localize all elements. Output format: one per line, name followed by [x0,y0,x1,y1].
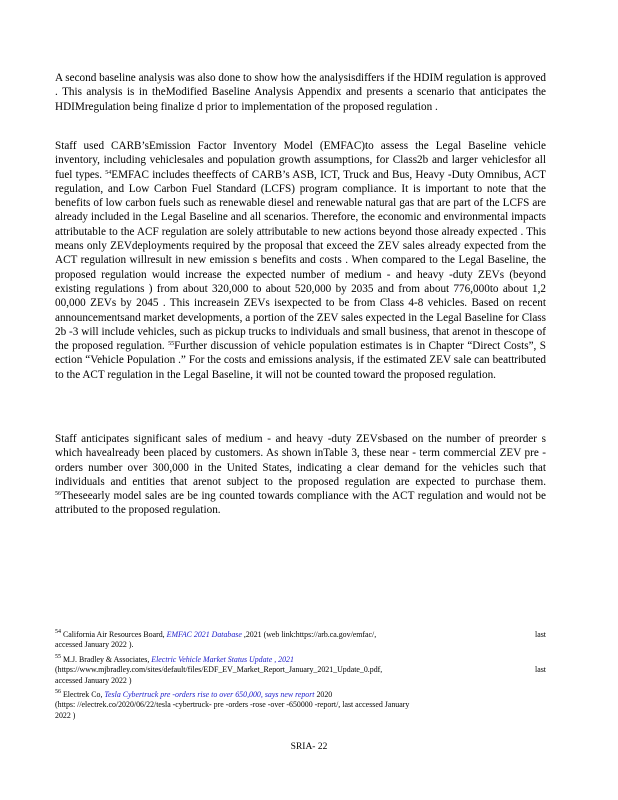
paragraph-text: EMFAC includes theeffects of CARB’s ASB, ICT, Truck and Bus, Heavy -Duty Omnibus, ACT regulation, and Low Carbon Fuel Standard (LCFS) program compliance. It is important to note that the benefits of low carbon fuels such as renewable diesel and renewable natural gas that are part of the LCFS are already included in the Legal Baseline and all scenarios. Therefore, the economic and environmental impacts attributable to the ACF regulation are solely attributable to new actions beyond those already expected . This means only ZEVdeployments required by the proposal that exceed the ZEV sales already expected from the ACT regulation willresult in new emission s benefits and costs . When compared to the Legal Baseline, the proposed regulation would increase the expected number of medium - and heavy -duty ZEVs (beyond existing regulations ) from about 320,000 to about 520,000 by 2035 and from about 776,000to about 1,2 00,000 ZEVs by 2045 . This increasein ZEVs isexpected to be from Class 4-8 vehicles. Based on recent announcementsand market developments, a portion of the ZEV sales expected in the Legal Baseline for Class 2b -3 will include vehicles, such as pickup trucks to individuals and small business, that arenot in thescope of the proposed regulation. [55,168,546,353]
footnote-text: last [535,630,546,639]
footnote-ref-56[interactable]: 56 [55,491,61,498]
footnote-text: M.J. Bradley & Associates, [61,655,152,664]
footnote-text: ,2021 (web link:https://arb.ca.gov/emfac/, [241,630,377,639]
footnote-link-cybertruck-report[interactable]: Tesla Cybertruck pre -orders rise to over 650,000, says new report [104,690,315,699]
footnote-text: Electrek Co, [61,690,105,699]
footnote-body [55,630,376,640]
footnote-line [55,630,546,640]
paragraph-text: Staff used CARB’sEmission Factor Inventory Model (EMFAC)to assess the Legal Baseline vehicle inventory, including vehiclesales and population growth assumptions, for Class2b and larger vehiclesfor all fuel types. [55,140,546,181]
footnote-line [55,665,546,675]
page-number: SRIA- 22 [290,742,328,752]
footnote-line: accessed January 2022 ). [55,640,134,650]
footnote-number: 54 [55,629,61,635]
paragraph-text: Staff anticipates significant sales of medium - and heavy -duty ZEVsbased on the number of preorder s which havealready been placed by customers. As shown inTable 3, these near - term commercial ZEV pre -orders number over 300,000 in the United States, indicating a clear demand for the vehicles such that individuals and entities that arenot subject to the proposed regulation are expected to purchase them. [55,433,546,488]
footnote-54 [55,630,546,651]
footnote-url[interactable]: (https: //electrek.co/2020/06/22/tesla -cybertruck- pre -orders -rose -over -650000 -report/, last accessed January [55,700,410,710]
footnote-line: accessed January 2022 ) [55,675,132,685]
footnote-line [55,655,546,665]
footnote-line: 2022 ) [55,710,76,720]
paragraph-text: A second baseline analysis was also done to show how the analysisdiffers if the HDIM regulation is approved . This analysis is in theModified Baseline Analysis Appendix and presents a scenario that anticipates the HDIMregulation being finalize d prior to implementation of the proposed regulation . [55,72,547,113]
footnote-link-ev-market-status[interactable]: Electric Vehicle Market Status Update , 2021 [151,655,294,664]
footnote-line [55,690,546,700]
footnote-text: 2020 [314,690,333,699]
paragraph-text: Theseearly model sales are be ing counted towards compliance with the ACT regulation and would not be attributed to the proposed regulation. [55,490,546,517]
paragraph-second-baseline [55,71,546,114]
footnote-text: California Air Resources Board, [61,630,167,639]
footnote-56 [55,690,546,721]
footnote-ref-54[interactable]: 54 [105,169,112,176]
paragraph-emfac-legal-baseline [55,139,546,382]
paragraph-zev-preorders [55,432,546,518]
footnote-link-emfac-database[interactable]: EMFAC 2021 Database [166,630,242,639]
footnote-ref-55[interactable]: 55 [168,341,175,348]
footnote-text: last [535,665,546,675]
paragraph-text: Further discussion of vehicle population estimates is in Chapter “Direct Costs”, S ection “Vehicle Population .” For the costs and emissions analysis, if the estimated ZEV sale can beattributed to the ACT regulation in the Legal Baseline, it will not be counted toward the proposed regulation. [55,340,546,381]
footnote-number: 56 [55,689,61,695]
footnote-url[interactable]: (https://www.mjbradley.com/sites/default/files/EDF_EV_Market_Report_January_2021_Update_0.pdf, [55,665,383,675]
footnote-number: 55 [55,654,61,660]
footnote-55 [55,655,546,686]
